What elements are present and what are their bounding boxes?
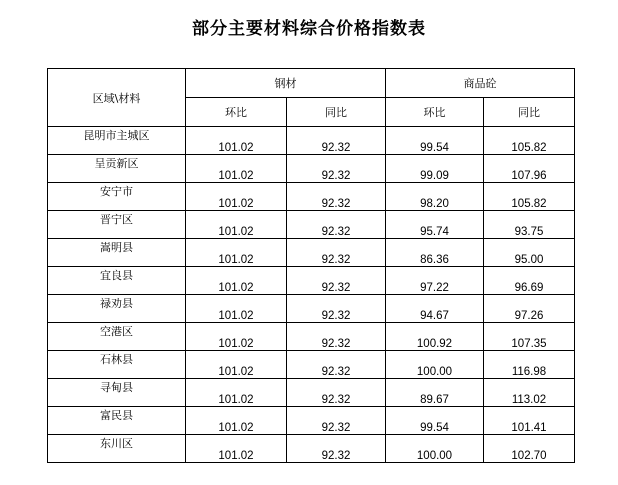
- steel-mom-cell: 101.02: [186, 323, 287, 351]
- concrete-mom-cell: 99.54: [386, 407, 484, 435]
- steel-mom-cell: 101.02: [186, 435, 287, 463]
- region-material-header: 区域\材料: [48, 69, 186, 127]
- steel-yoy-cell: 92.32: [287, 351, 386, 379]
- concrete-yoy-cell: 105.82: [484, 127, 575, 155]
- steel-mom-cell: 101.02: [186, 379, 287, 407]
- table-row: [48, 155, 575, 183]
- region-cell: 呈贡新区: [48, 155, 186, 183]
- steel-yoy-cell: 92.32: [287, 127, 386, 155]
- concrete-yoy-header: 同比: [484, 98, 575, 127]
- region-cell: 空港区: [48, 323, 186, 351]
- concrete-mom-header: 环比: [386, 98, 484, 127]
- table-row: [48, 295, 575, 323]
- region-cell: 东川区: [48, 435, 186, 463]
- steel-yoy-cell: 92.32: [287, 295, 386, 323]
- steel-mom-cell: 101.02: [186, 351, 287, 379]
- region-cell: 晋宁区: [48, 211, 186, 239]
- table-row: [48, 239, 575, 267]
- steel-yoy-cell: 92.32: [287, 323, 386, 351]
- region-cell: 富民县: [48, 407, 186, 435]
- steel-yoy-header: 同比: [287, 98, 386, 127]
- steel-yoy-cell: 92.32: [287, 379, 386, 407]
- steel-mom-cell: 101.02: [186, 295, 287, 323]
- steel-mom-cell: 101.02: [186, 183, 287, 211]
- table-row: [48, 127, 575, 155]
- steel-yoy-cell: 92.32: [287, 435, 386, 463]
- concrete-mom-cell: 98.20: [386, 183, 484, 211]
- table-row: [48, 407, 575, 435]
- concrete-yoy-cell: 113.02: [484, 379, 575, 407]
- concrete-yoy-cell: 93.75: [484, 211, 575, 239]
- page-title: 部分主要材料综合价格指数表: [192, 19, 426, 39]
- concrete-yoy-cell: 96.69: [484, 267, 575, 295]
- steel-yoy-cell: 92.32: [287, 211, 386, 239]
- concrete-mom-cell: 100.00: [386, 351, 484, 379]
- price-index-table: [47, 68, 575, 463]
- table-row: [48, 183, 575, 211]
- table-row: [48, 267, 575, 295]
- steel-mom-cell: 101.02: [186, 211, 287, 239]
- steel-mom-cell: 101.02: [186, 127, 287, 155]
- steel-yoy-cell: 92.32: [287, 239, 386, 267]
- region-cell: 禄劝县: [48, 295, 186, 323]
- concrete-mom-cell: 95.74: [386, 211, 484, 239]
- table-row: [48, 435, 575, 463]
- table-header-row: [48, 69, 575, 98]
- concrete-mom-cell: 86.36: [386, 239, 484, 267]
- table-row: [48, 379, 575, 407]
- steel-mom-header: 环比: [186, 98, 287, 127]
- concrete-yoy-cell: 105.82: [484, 183, 575, 211]
- concrete-yoy-cell: 102.70: [484, 435, 575, 463]
- table-body: [48, 127, 575, 463]
- region-cell: 石林县: [48, 351, 186, 379]
- concrete-mom-cell: 99.09: [386, 155, 484, 183]
- steel-yoy-cell: 92.32: [287, 183, 386, 211]
- steel-mom-cell: 101.02: [186, 267, 287, 295]
- concrete-mom-cell: 100.00: [386, 435, 484, 463]
- concrete-yoy-cell: 107.96: [484, 155, 575, 183]
- steel-group-header: 钢材: [186, 69, 386, 98]
- region-cell: 昆明市主城区: [48, 127, 186, 155]
- concrete-group-header: 商品砼: [386, 69, 575, 98]
- table-row: [48, 323, 575, 351]
- region-cell: 安宁市: [48, 183, 186, 211]
- concrete-mom-cell: 97.22: [386, 267, 484, 295]
- concrete-yoy-cell: 95.00: [484, 239, 575, 267]
- concrete-yoy-cell: 101.41: [484, 407, 575, 435]
- steel-yoy-cell: 92.32: [287, 407, 386, 435]
- steel-yoy-cell: 92.32: [287, 267, 386, 295]
- steel-mom-cell: 101.02: [186, 239, 287, 267]
- steel-mom-cell: 101.02: [186, 407, 287, 435]
- steel-mom-cell: 101.02: [186, 155, 287, 183]
- region-cell: 宜良县: [48, 267, 186, 295]
- region-cell: 嵩明县: [48, 239, 186, 267]
- concrete-yoy-cell: 97.26: [484, 295, 575, 323]
- region-cell: 寻甸县: [48, 379, 186, 407]
- concrete-mom-cell: 89.67: [386, 379, 484, 407]
- table-row: [48, 211, 575, 239]
- table-row: [48, 351, 575, 379]
- concrete-yoy-cell: 107.35: [484, 323, 575, 351]
- concrete-mom-cell: 100.92: [386, 323, 484, 351]
- steel-yoy-cell: 92.32: [287, 155, 386, 183]
- concrete-mom-cell: 99.54: [386, 127, 484, 155]
- concrete-yoy-cell: 116.98: [484, 351, 575, 379]
- concrete-mom-cell: 94.67: [386, 295, 484, 323]
